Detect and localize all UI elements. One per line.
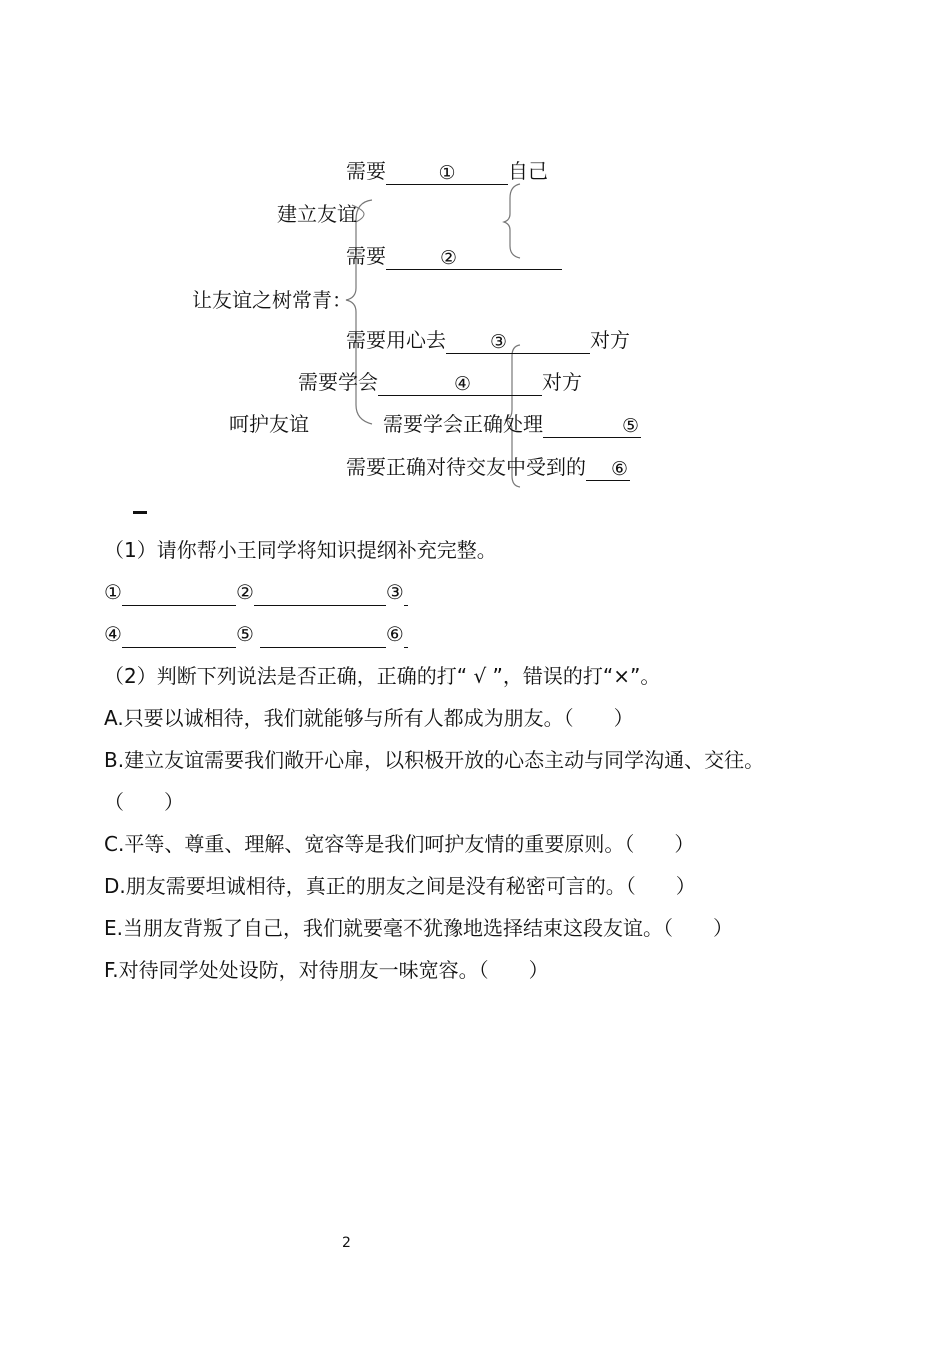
outline-branch-protect: 呵护友谊 <box>229 412 309 436</box>
answer-blank-3[interactable] <box>404 583 408 606</box>
statement-b: B.建立友谊需要我们敞开心扉，以积极开放的心态主动与同学沟通、交往。 <box>104 748 765 772</box>
item-3-suffix: 对方 <box>590 328 630 352</box>
item-5-number: ⑤ <box>621 415 639 437</box>
blank-label-2: ② <box>235 580 254 604</box>
blank-label-5: ⑤ <box>235 622 254 646</box>
item-1-blank <box>386 158 508 185</box>
item-3-blank <box>446 327 590 354</box>
outline-branch-build: 建立友谊 <box>277 202 357 226</box>
answer-blank-5[interactable] <box>260 625 386 648</box>
question-2: （2）判断下列说法是否正确，正确的打“ √ ”，错误的打“×”。 <box>104 664 661 688</box>
item-1-prefix: 需要 <box>346 159 386 183</box>
outline-item-3 <box>346 326 630 354</box>
answer-blank-2[interactable] <box>254 583 386 606</box>
outline-item-6 <box>346 453 630 481</box>
answer-blank-4[interactable] <box>122 625 236 648</box>
item-6-blank <box>586 454 630 481</box>
outline-item-5 <box>383 410 641 438</box>
item-2-prefix: 需要 <box>346 244 386 268</box>
outline-root <box>192 286 352 314</box>
blank-label-6: ⑥ <box>385 622 404 646</box>
item-6-number: ⑥ <box>610 458 628 480</box>
item-3-prefix: 需要用心去 <box>346 328 446 352</box>
blank-label-1: ① <box>104 580 122 604</box>
item-4-blank <box>378 369 542 396</box>
statement-f: F.对待同学处处设防，对待朋友一味宽容。（ ） <box>104 958 549 982</box>
item-5-blank <box>543 411 641 438</box>
item-4-suffix: 对方 <box>542 370 582 394</box>
outline-item-4 <box>298 368 582 396</box>
blank-label-4: ④ <box>104 622 122 646</box>
question-1: （1）请你帮小王同学将知识提纲补充完整。 <box>104 538 497 562</box>
statement-a: A.只要以诚相待，我们就能够与所有人都成为朋友。（ ） <box>104 706 634 730</box>
statement-b-paren: （ ） <box>104 790 184 814</box>
blank-row-2 <box>104 620 408 648</box>
item-5-prefix: 需要学会正确处理 <box>383 412 543 436</box>
item-4-prefix: 需要学会 <box>298 370 378 394</box>
item-3-number: ③ <box>490 331 508 353</box>
statement-e: E.当朋友背叛了自己，我们就要毫不犹豫地选择结束这段友谊。（ ） <box>104 916 733 940</box>
page-number: 2 <box>342 1235 351 1251</box>
outline-item-2 <box>346 242 562 270</box>
answer-blank-1[interactable] <box>122 583 236 606</box>
item-2-number: ② <box>440 247 458 269</box>
blank-row-1 <box>104 578 408 606</box>
item-6-prefix: 需要正确对待交友中受到的 <box>346 455 586 479</box>
outline-item-1 <box>346 157 548 185</box>
statement-c: C.平等、尊重、理解、宽容等是我们呵护友情的重要原则。（ ） <box>104 832 695 856</box>
blank-label-3: ③ <box>385 580 404 604</box>
item-4-number: ④ <box>454 373 472 395</box>
dash-mark <box>133 511 147 514</box>
statement-d: D.朋友需要坦诚相待，真正的朋友之间是没有秘密可言的。（ ） <box>104 874 696 898</box>
item-1-number: ① <box>438 162 456 184</box>
item-1-suffix: 自己 <box>508 159 548 183</box>
outline-root-text: 让友谊之树常青 <box>192 288 332 312</box>
outline-root-colon: ： <box>332 288 352 312</box>
answer-blank-6[interactable] <box>404 625 408 648</box>
item-2-blank <box>386 243 562 270</box>
